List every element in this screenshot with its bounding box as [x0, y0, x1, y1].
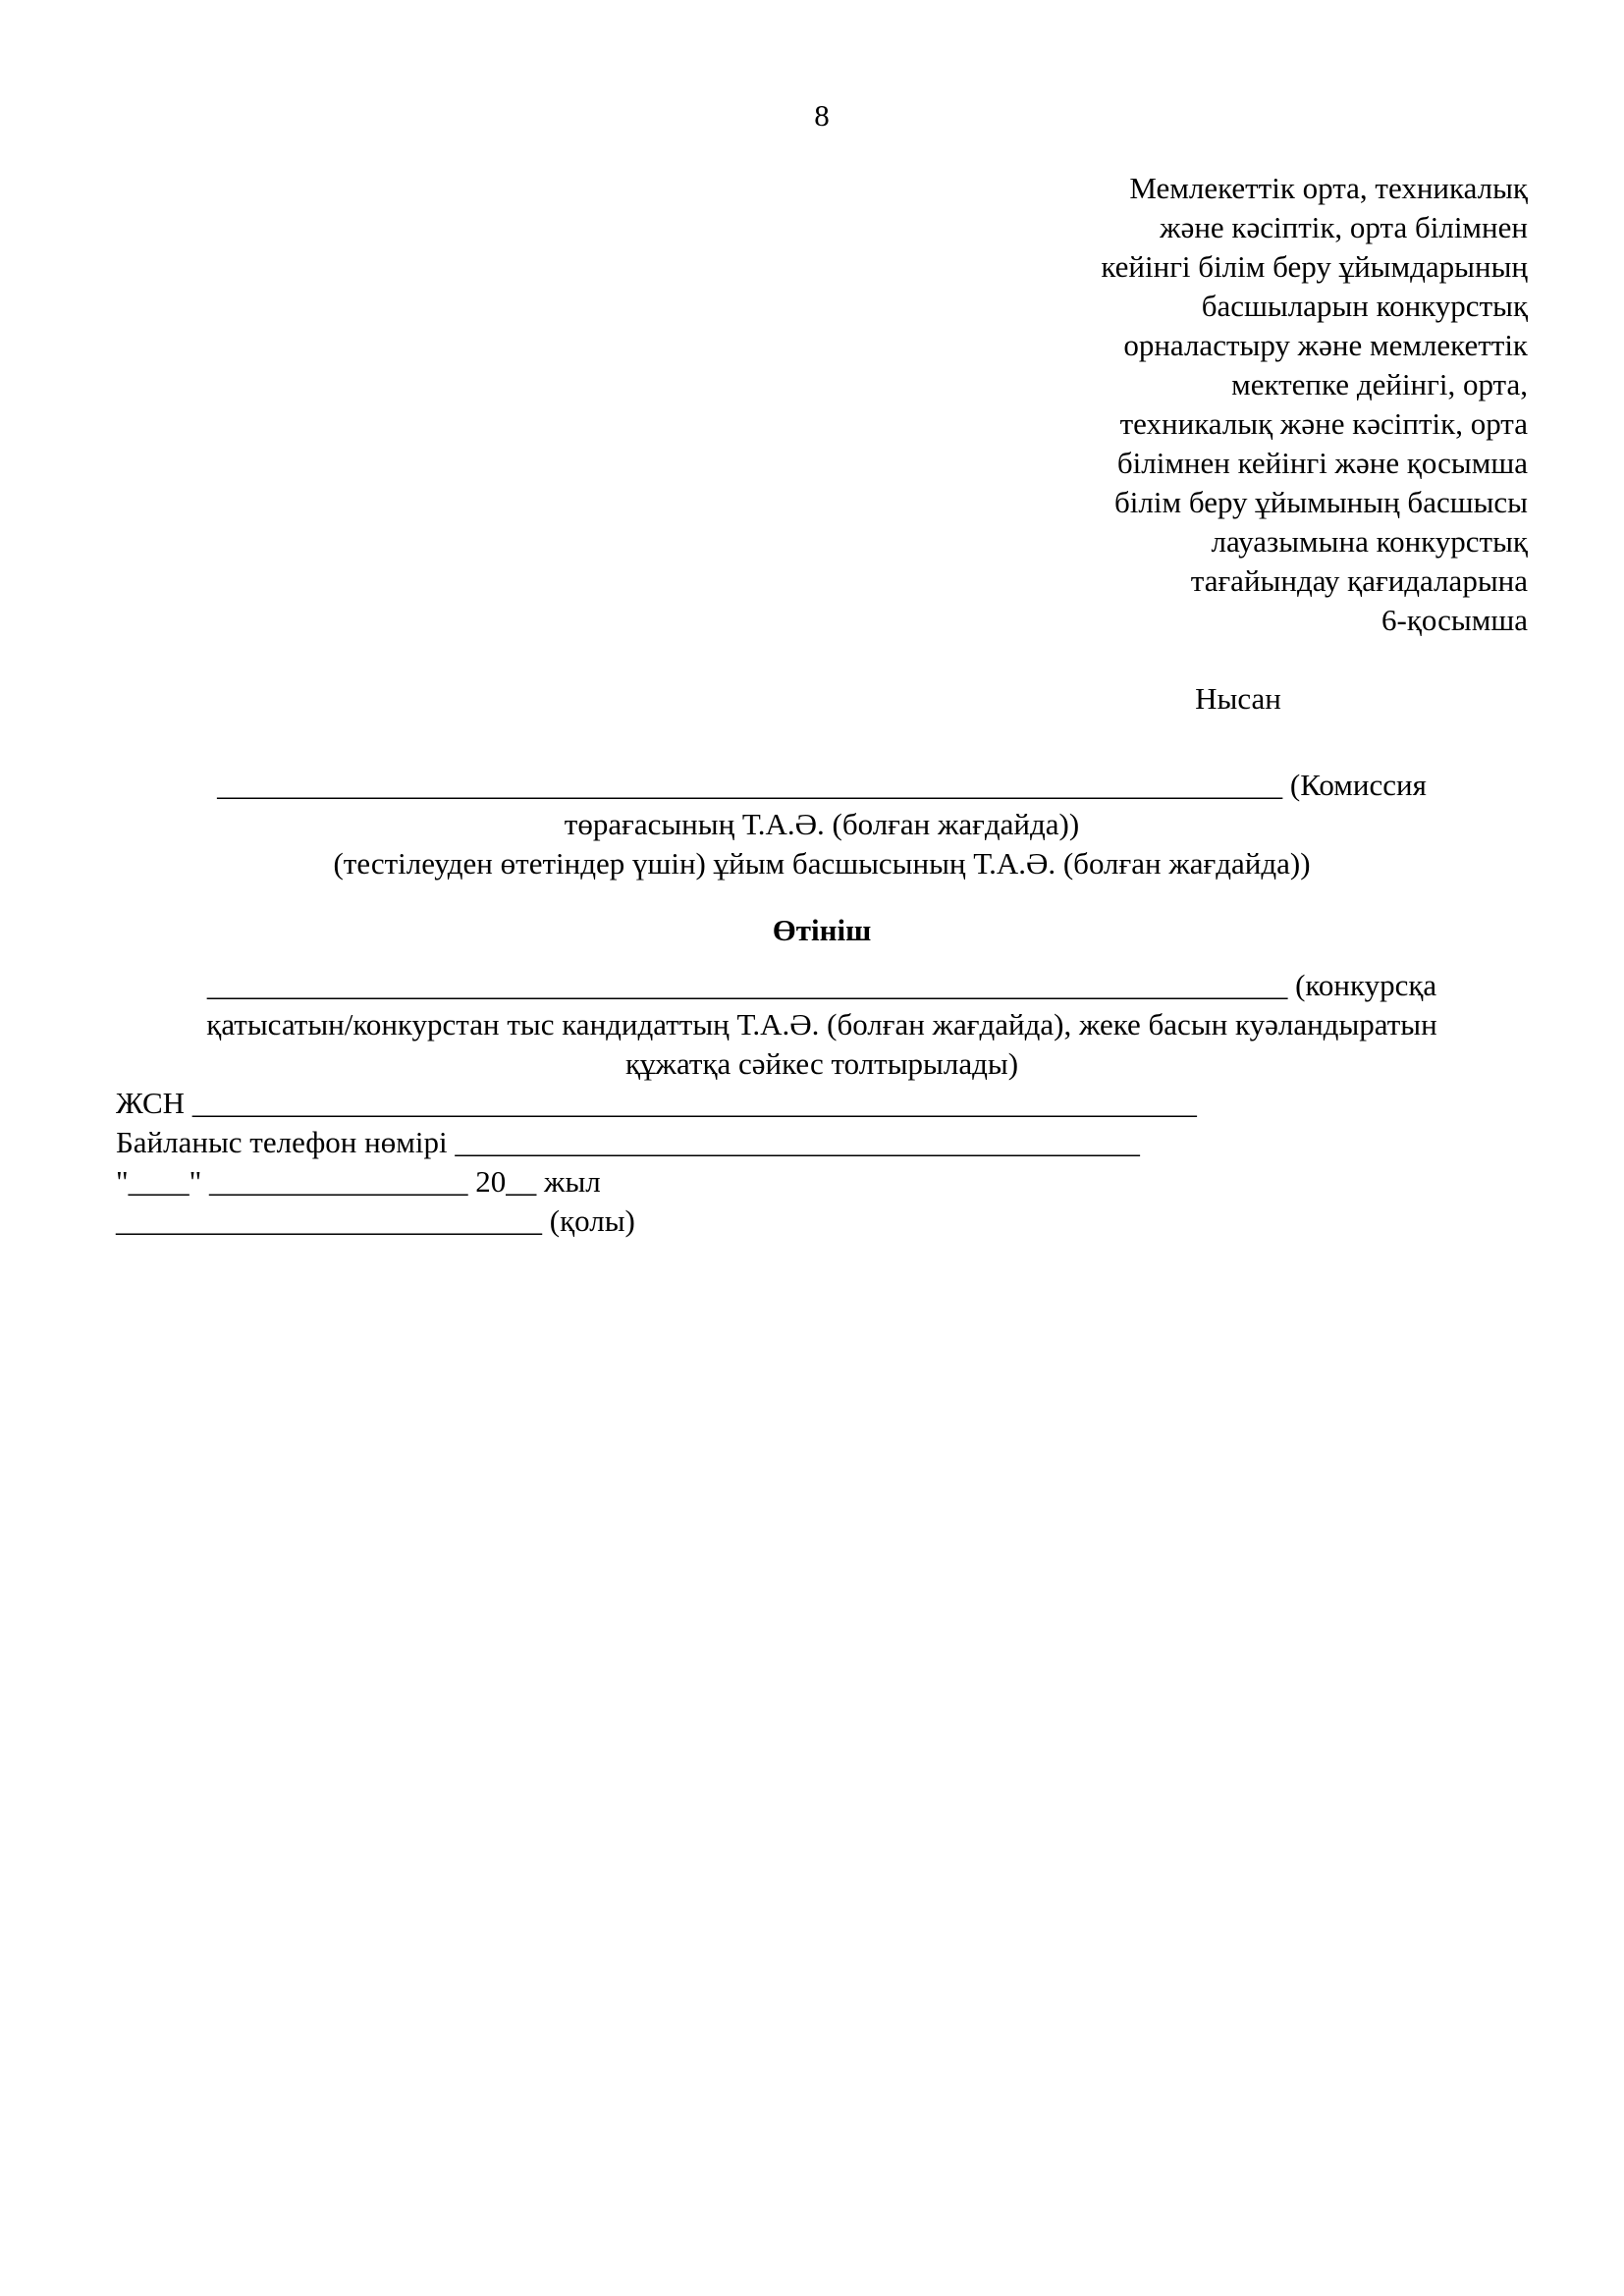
page-number: 8	[814, 98, 830, 133]
appendix-line: тағайындау қағидаларына	[1190, 563, 1528, 598]
iin-label: ЖСН	[116, 1086, 186, 1120]
signature-caption: (қолы)	[549, 1203, 635, 1238]
date-field-line: "____" _________________ 20__ жыл	[116, 1164, 601, 1199]
phone-label: Байланыс телефон нөмірі	[116, 1125, 448, 1159]
iin-field-line	[116, 1084, 1528, 1123]
commission-caption	[116, 766, 1528, 883]
signature-field-line	[116, 1201, 1528, 1241]
application-title: Өтініш	[772, 913, 872, 947]
appendix-line: 6-қосымша	[1381, 603, 1528, 637]
appendix-line: басшыларын конкурстық	[1201, 289, 1528, 323]
appendix-line: кейінгі білім беру ұйымдарының	[1101, 249, 1528, 284]
appendix-line: лауазымына конкурстық	[1211, 524, 1528, 559]
appendix-line: білімнен кейінгі және қосымша	[1116, 446, 1528, 480]
signature-blank: ____________________________	[116, 1203, 542, 1238]
appendix-line: білім беру ұйымының басшысы	[1114, 485, 1528, 519]
appendix-line: және кәсіптік, орта білімнен	[1160, 210, 1528, 244]
appendix-line: Мемлекеттік орта, техникалық	[1129, 171, 1528, 205]
candidate-caption-line: қатысатын/конкурстан тыс кандидаттың Т.А.Ә. (болған жағдайда), жеке басын куәландыратын	[206, 1007, 1437, 1041]
commission-fill-line: ______________________________________________________________________ (Комиссия	[217, 768, 1427, 802]
appendix-line: техникалық және кәсіптік, орта	[1119, 406, 1528, 441]
commission-caption-line: төрағасының Т.А.Ә. (болған жағдайда))	[564, 807, 1080, 841]
form-label: Нысан	[1195, 681, 1281, 716]
candidate-caption	[116, 966, 1528, 1084]
candidate-caption-line: құжатқа сәйкес толтырылады)	[624, 1046, 1019, 1081]
form-fields	[116, 1084, 1528, 1241]
commission-caption-line: (тестілеуден өтетіндер үшін) ұйым басшысының Т.А.Ә. (болған жағдайда))	[333, 846, 1311, 881]
appendix-line: орналастыру және мемлекеттік	[1123, 328, 1528, 362]
iin-blank: __________________________________________________________________	[191, 1086, 1197, 1120]
phone-field-line	[116, 1123, 1528, 1162]
phone-blank: _____________________________________________	[455, 1125, 1140, 1159]
appendix-line: мектепке дейінгі, орта,	[1231, 367, 1528, 401]
appendix-reference	[948, 169, 1528, 640]
candidate-fill-line: _______________________________________________________________________ (конкурсқа	[206, 968, 1437, 1002]
